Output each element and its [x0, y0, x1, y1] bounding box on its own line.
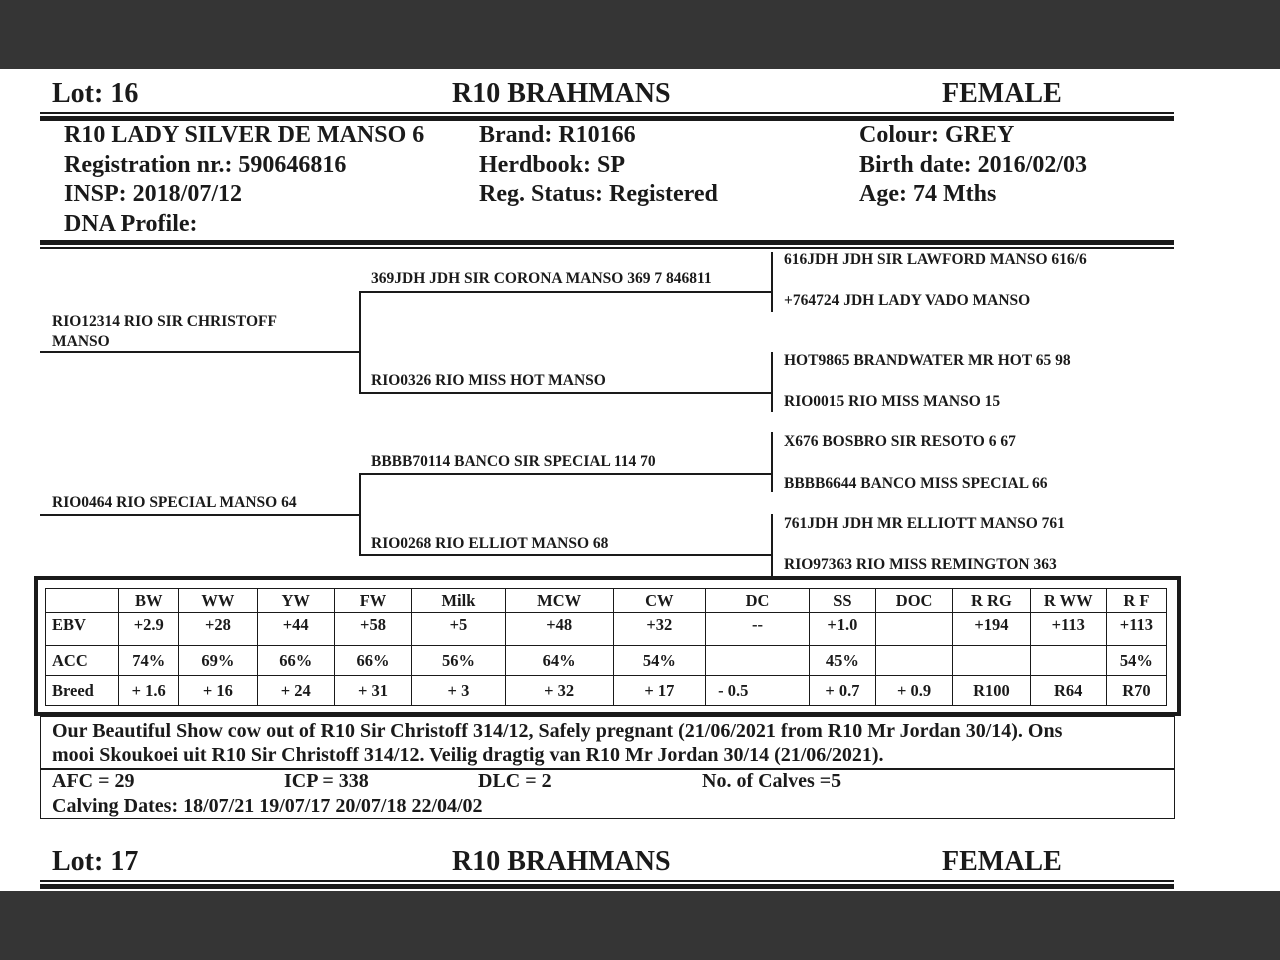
info-divider-thin [40, 247, 1174, 249]
ggp-name: 616JDH JDH SIR LAWFORD MANSO 616/6 [784, 251, 1087, 268]
header-divider-thick [40, 116, 1174, 121]
calving-dates: Calving Dates: 18/07/21 19/07/17 20/07/18 22/04/02 [52, 795, 483, 817]
lot-number: Lot: 17 [52, 846, 139, 877]
table-cell: +194 [953, 613, 1030, 646]
colour: Colour: GREY [859, 122, 1015, 148]
comments-divider [40, 768, 1175, 770]
dam-sire-line [359, 473, 772, 475]
table-cell: +48 [505, 613, 613, 646]
ggp-name: X676 BOSBRO SIR RESOTO 6 67 [784, 433, 1016, 450]
table-cell: 56% [412, 646, 506, 676]
sire-dam-name: RIO0326 RIO MISS HOT MANSO [371, 372, 606, 389]
calves-count: No. of Calves =5 [702, 770, 842, 792]
table-cell: 54% [613, 646, 706, 676]
table-cell: + 32 [505, 676, 613, 706]
ebv-header-doc: DOC [875, 589, 952, 613]
table-cell: R70 [1106, 676, 1166, 706]
info-divider-thick [40, 240, 1174, 245]
table-cell: + 1.6 [119, 676, 179, 706]
ebv-header-mcw: MCW [505, 589, 613, 613]
sire-bracket [359, 291, 361, 393]
registration-number: Registration nr.: 590646816 [64, 152, 347, 178]
lot-number: Lot: 16 [52, 78, 139, 109]
table-cell: 66% [257, 646, 334, 676]
table-cell: + 31 [334, 676, 411, 706]
ebv-header-dc: DC [706, 589, 810, 613]
ebv-header-rrg: R RG [953, 589, 1030, 613]
table-row [46, 646, 1167, 676]
sire-sire-name: 369JDH JDH SIR CORONA MANSO 369 7 846811 [371, 270, 712, 287]
table-cell: - 0.5 [706, 676, 810, 706]
ggp-bracket-2 [771, 352, 773, 412]
ebv-header-ww: WW [179, 589, 257, 613]
table-cell: +44 [257, 613, 334, 646]
ebv-table [45, 588, 1167, 706]
age: Age: 74 Mths [859, 181, 997, 207]
ebv-header-milk: Milk [412, 589, 506, 613]
table-cell: +113 [1106, 613, 1166, 646]
table-cell: + 0.9 [875, 676, 952, 706]
header-divider-thick [40, 884, 1174, 889]
table-cell: R100 [953, 676, 1030, 706]
table-cell: 69% [179, 646, 257, 676]
registration-status: Reg. Status: Registered [479, 181, 718, 207]
ggp-name: BBBB6644 BANCO MISS SPECIAL 66 [784, 475, 1048, 492]
ebv-header-rf: R F [1106, 589, 1166, 613]
ggp-bracket-4 [771, 514, 773, 576]
ebv-header-ss: SS [809, 589, 875, 613]
table-cell: 74% [119, 646, 179, 676]
row-label: EBV [46, 613, 119, 646]
comment-line: mooi Skoukoei uit R10 Sir Christoff 314/12. Veilig dragtig van R10 Mr Jordan 30/14 (21/06/2021). [52, 744, 884, 766]
icp-value: ICP = 338 [284, 770, 369, 792]
breeder-name: R10 BRAHMANS [452, 846, 671, 877]
sire-dam-line [359, 392, 772, 394]
sire-name: RIO12314 RIO SIR CHRISTOFF MANSO [52, 313, 277, 350]
table-cell [875, 646, 952, 676]
herdbook: Herdbook: SP [479, 152, 626, 178]
dam-dam-name: RIO0268 RIO ELLIOT MANSO 68 [371, 535, 609, 552]
header-divider-thin [40, 112, 1174, 114]
ebv-header-fw: FW [334, 589, 411, 613]
table-cell: +32 [613, 613, 706, 646]
brand: Brand: R10166 [479, 122, 636, 148]
ggp-name: RIO0015 RIO MISS MANSO 15 [784, 393, 1001, 410]
row-label: ACC [46, 646, 119, 676]
dna-profile: DNA Profile: [64, 211, 198, 237]
dam-dam-line [359, 554, 772, 556]
table-cell: 45% [809, 646, 875, 676]
table-cell: + 24 [257, 676, 334, 706]
table-cell [706, 646, 810, 676]
table-cell: + 3 [412, 676, 506, 706]
dam-bracket [359, 473, 361, 555]
table-cell: 66% [334, 646, 411, 676]
table-row [46, 613, 1167, 646]
birth-date: Birth date: 2016/02/03 [859, 152, 1087, 178]
table-cell [1030, 646, 1106, 676]
table-cell: +113 [1030, 613, 1106, 646]
dlc-value: DLC = 2 [478, 770, 552, 792]
row-label: Breed [46, 676, 119, 706]
ggp-name: 761JDH JDH MR ELLIOTT MANSO 761 [784, 515, 1065, 532]
ebv-header-yw: YW [257, 589, 334, 613]
table-cell: + 16 [179, 676, 257, 706]
table-cell: -- [706, 613, 810, 646]
afc-value: AFC = 29 [52, 770, 135, 792]
animal-name: R10 LADY SILVER DE MANSO 6 [64, 122, 425, 148]
table-cell: 64% [505, 646, 613, 676]
dam-line [40, 514, 360, 516]
table-cell [875, 613, 952, 646]
viewer-top-bar [0, 0, 1280, 69]
ggp-bracket-1 [771, 252, 773, 312]
table-row [46, 676, 1167, 706]
ggp-name: +764724 JDH LADY VADO MANSO [784, 292, 1031, 309]
animal-sex: FEMALE [942, 78, 1062, 109]
ggp-name: HOT9865 BRANDWATER MR HOT 65 98 [784, 352, 1071, 369]
table-cell: + 0.7 [809, 676, 875, 706]
table-cell: + 17 [613, 676, 706, 706]
ggp-name: RIO97363 RIO MISS REMINGTON 363 [784, 556, 1057, 573]
dam-sire-name: BBBB70114 BANCO SIR SPECIAL 114 70 [371, 453, 656, 470]
table-cell: +28 [179, 613, 257, 646]
table-cell: +1.0 [809, 613, 875, 646]
sire-sire-line [359, 291, 772, 293]
table-cell: +2.9 [119, 613, 179, 646]
dam-name: RIO0464 RIO SPECIAL MANSO 64 [52, 494, 297, 511]
table-cell: +58 [334, 613, 411, 646]
header-divider-thin [40, 880, 1174, 882]
breeder-name: R10 BRAHMANS [452, 78, 671, 109]
comment-line: Our Beautiful Show cow out of R10 Sir Christoff 314/12, Safely pregnant (21/06/2021 from R10 Mr Jordan 30/14). Ons [52, 720, 1063, 742]
ggp-bracket-3 [771, 432, 773, 492]
table-cell [953, 646, 1030, 676]
ebv-header-cell [46, 589, 119, 613]
table-cell: 54% [1106, 646, 1166, 676]
table-cell: +5 [412, 613, 506, 646]
viewer-bottom-bar [0, 891, 1280, 960]
animal-sex: FEMALE [942, 846, 1062, 877]
ebv-header-bw: BW [119, 589, 179, 613]
ebv-header-cw: CW [613, 589, 706, 613]
table-cell: R64 [1030, 676, 1106, 706]
ebv-header-rww: R WW [1030, 589, 1106, 613]
inspection-date: INSP: 2018/07/12 [64, 181, 243, 207]
